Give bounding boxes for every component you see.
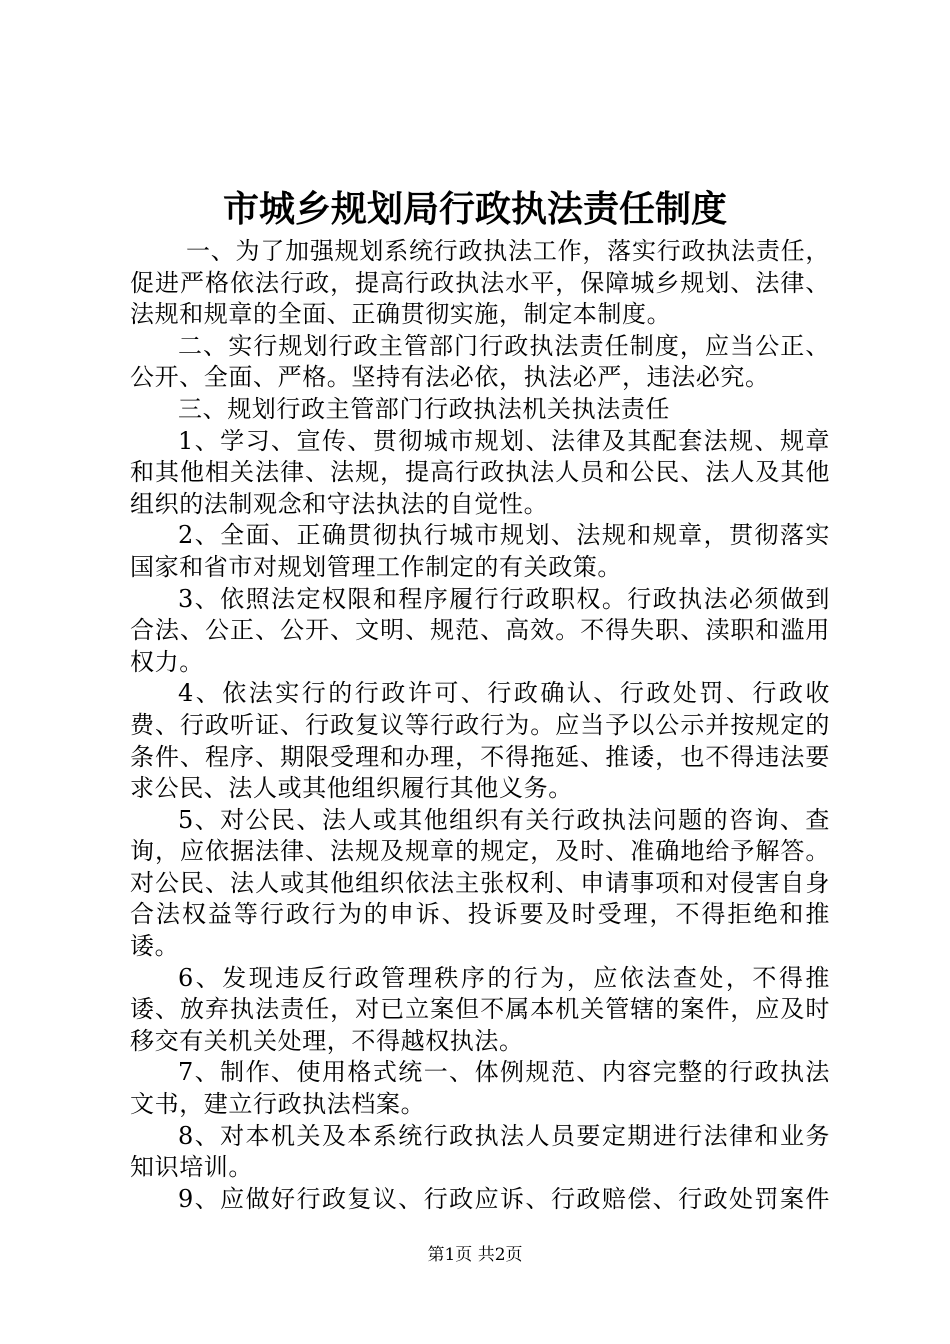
paragraph-9: 6、发现违反行政管理秩序的行为，应依法查处，不得推诿、放弃执法责任，对已立案但不属本机关管辖的案件，应及时移交有关机关处理，不得越权执法。	[130, 963, 830, 1055]
paragraph-10: 7、制作、使用格式统一、体例规范、内容完整的行政执法文书，建立行政执法档案。	[130, 1058, 830, 1119]
document-title: 市城乡规划局行政执法责任制度	[222, 188, 727, 230]
document-body	[130, 236, 830, 1215]
paragraph-6: 3、依照法定权限和程序履行行政职权。行政执法必须做到合法、公正、公开、文明、规范、高效。不得失职、渎职和滥用权力。	[130, 584, 830, 676]
page-footer: 第1页 共2页	[427, 1245, 523, 1265]
paragraph-7: 4、依法实行的行政许可、行政确认、行政处罚、行政收费、行政听证、行政复议等行政行为。应当予以公示并按规定的条件、程序、期限受理和办理，不得拖延、推诿，也不得违法要求公民、法人或其他组织履行其他义务。	[130, 679, 830, 803]
paragraph-2: 二、实行规划行政主管部门行政执法责任制度，应当公正、公开、全面、严格。坚持有法必依，执法必严，违法必究。	[130, 331, 830, 392]
paragraph-8: 5、对公民、法人或其他组织有关行政执法问题的咨询、查询，应依据法律、法规及规章的规定，及时、准确地给予解答。对公民、法人或其他组织依法主张权利、申请事项和对侵害自身合法权益等行政行为的申诉、投诉要及时受理，不得拒绝和推诿。	[130, 805, 830, 961]
paragraph-4: 1、学习、宣传、贯彻城市规划、法律及其配套法规、规章和其他相关法律、法规，提高行政执法人员和公民、法人及其他组织的法制观念和守法执法的自觉性。	[130, 426, 830, 518]
paragraph-1: 一、为了加强规划系统行政执法工作，落实行政执法责任，促进严格依法行政，提高行政执法水平，保障城乡规划、法律、法规和规章的全面、正确贯彻实施，制定本制度。	[130, 237, 830, 329]
paragraph-12: 9、应做好行政复议、行政应诉、行政赔偿、行政处罚案件	[178, 1184, 830, 1213]
paragraph-11: 8、对本机关及本系统行政执法人员要定期进行法律和业务知识培训。	[130, 1121, 830, 1182]
paragraph-5: 2、全面、正确贯彻执行城市规划、法规和规章，贯彻落实国家和省市对规划管理工作制定的有关政策。	[130, 521, 830, 581]
paragraph-3: 三、规划行政主管部门行政执法机关执法责任	[178, 394, 670, 423]
